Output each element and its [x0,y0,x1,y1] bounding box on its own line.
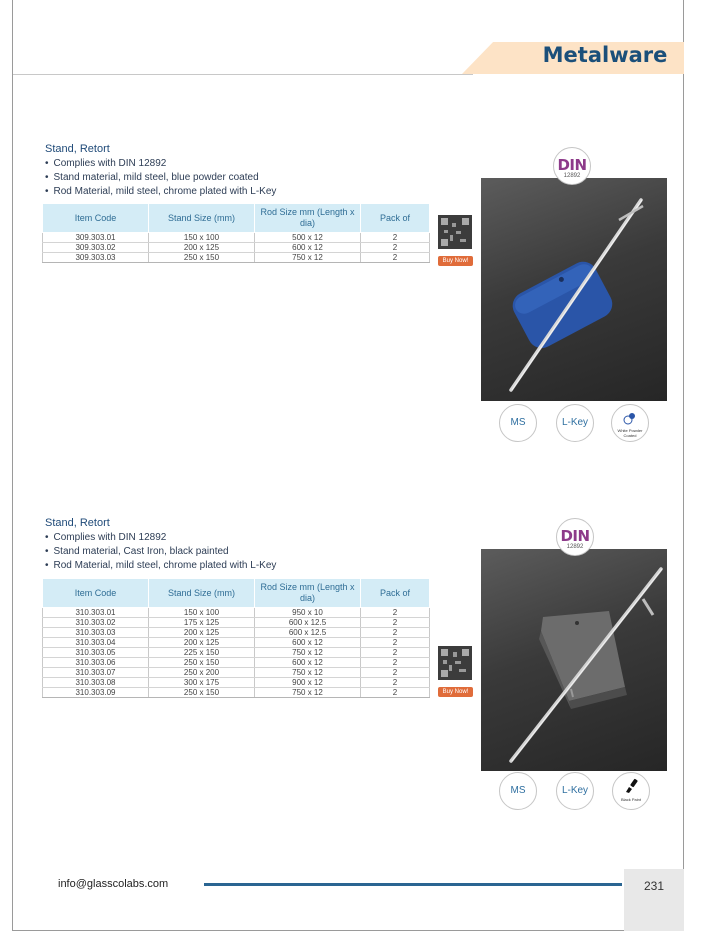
product-photo [481,549,667,771]
material-badge: MS [499,404,537,442]
table-cell: 600 x 12 [255,243,361,253]
table-cell: 750 x 12 [255,648,361,658]
column-header: Item Code [43,579,149,608]
table-cell: 250 x 200 [149,668,255,678]
table-cell: 2 [361,253,430,263]
table-cell: 600 x 12 [255,658,361,668]
din-label: DIN [557,156,587,174]
table-row [43,678,430,688]
table-cell: 600 x 12.5 [255,618,361,628]
table-cell: 310.303.05 [43,648,149,658]
table-cell: 950 x 10 [255,608,361,618]
table-cell: 2 [361,243,430,253]
footer-email[interactable]: info@glasscolabs.com [58,878,169,890]
table-cell: 2 [361,608,430,618]
column-header: Rod Size mm (Length x dia) [255,579,361,608]
din-number: 12892 [566,544,584,550]
table-cell: 600 x 12 [255,638,361,648]
feature-item: • Complies with DIN 12892 [45,157,276,171]
page-number: 231 [643,879,665,893]
buy-now-button[interactable]: Buy Now! [438,687,473,697]
feature-list [45,531,276,573]
table-cell: 310.303.06 [43,658,149,668]
column-header: Pack of [361,204,430,233]
table-cell: 310.303.07 [43,668,149,678]
table-cell: 310.303.02 [43,618,149,628]
lkey-badge: L-Key [556,404,594,442]
column-header: Item Code [43,204,149,233]
feature-list [45,157,276,199]
retort-stand-image [481,178,667,401]
table-cell: 2 [361,628,430,638]
powder-coating-icon [623,411,637,425]
column-header: Rod Size mm (Length x dia) [255,204,361,233]
table-header-row [43,579,430,608]
feature-item: • Rod Material, mild steel, chrome plated with L-Key [45,559,276,573]
table-cell: 175 x 125 [149,618,255,628]
table-cell: 600 x 12.5 [255,628,361,638]
table-cell: 250 x 150 [149,658,255,668]
buy-now-button[interactable]: Buy Now! [438,256,473,266]
lkey-badge: L-Key [556,772,594,810]
spec-table [42,578,430,698]
table-row [43,658,430,668]
footer-rule [204,883,622,886]
finish-caption: Black Paint [620,797,641,802]
table-cell: 500 x 12 [255,233,361,243]
table-cell: 300 x 175 [149,678,255,688]
feature-item: • Stand material, Cast Iron, black painted [45,545,276,559]
qr-code[interactable] [438,646,472,680]
qr-pattern-icon [438,646,472,680]
table-cell: 250 x 150 [149,688,255,698]
finish-badge [612,772,650,810]
table-cell: 309.303.02 [43,243,149,253]
paint-brush-icon [623,778,639,794]
feature-item: • Stand material, mild steel, blue powder coated [45,171,276,185]
table-cell: 2 [361,678,430,688]
table-cell: 310.303.09 [43,688,149,698]
table-cell: 225 x 150 [149,648,255,658]
table-row [43,618,430,628]
table-row [43,668,430,678]
column-header: Pack of [361,579,430,608]
table-cell: 750 x 12 [255,253,361,263]
spec-table [42,203,430,263]
column-header: Stand Size (mm) [149,204,255,233]
table-cell: 310.303.04 [43,638,149,648]
table-cell: 2 [361,638,430,648]
table-cell: 200 x 125 [149,628,255,638]
table-cell: 2 [361,648,430,658]
table-row [43,253,430,263]
din-number: 12892 [563,173,581,179]
din-badge [553,147,591,185]
table-row [43,638,430,648]
table-cell: 200 x 125 [149,638,255,648]
table-row [43,233,430,243]
table-cell: 750 x 12 [255,688,361,698]
table-cell: 250 x 150 [149,253,255,263]
table-cell: 310.303.08 [43,678,149,688]
finish-caption: White Powder Coated [617,428,643,438]
table-cell: 150 x 100 [149,608,255,618]
table-header-row [43,204,430,233]
product-title: Stand, Retort [45,517,110,529]
table-cell: 309.303.01 [43,233,149,243]
din-label: DIN [560,527,590,545]
table-row [43,608,430,618]
din-badge [556,518,594,556]
product-photo [481,178,667,401]
header-rule [13,74,473,75]
column-header: Stand Size (mm) [149,579,255,608]
table-row [43,628,430,638]
table-cell: 2 [361,233,430,243]
table-cell: 2 [361,618,430,628]
table-cell: 2 [361,668,430,678]
table-row [43,648,430,658]
section-title: Metalware [542,43,668,67]
retort-stand-image [481,549,667,771]
table-row [43,243,430,253]
qr-code[interactable] [438,215,472,249]
product-title: Stand, Retort [45,143,110,155]
table-cell: 900 x 12 [255,678,361,688]
table-cell: 2 [361,658,430,668]
qr-pattern-icon [438,215,472,249]
table-row [43,688,430,698]
table-cell: 2 [361,688,430,698]
table-cell: 150 x 100 [149,233,255,243]
table-cell: 750 x 12 [255,668,361,678]
table-cell: 310.303.03 [43,628,149,638]
table-cell: 200 x 125 [149,243,255,253]
feature-item: • Rod Material, mild steel, chrome plated with L-Key [45,185,276,199]
material-badge: MS [499,772,537,810]
table-cell: 310.303.01 [43,608,149,618]
feature-item: • Complies with DIN 12892 [45,531,276,545]
table-cell: 309.303.03 [43,253,149,263]
finish-badge [611,404,649,442]
